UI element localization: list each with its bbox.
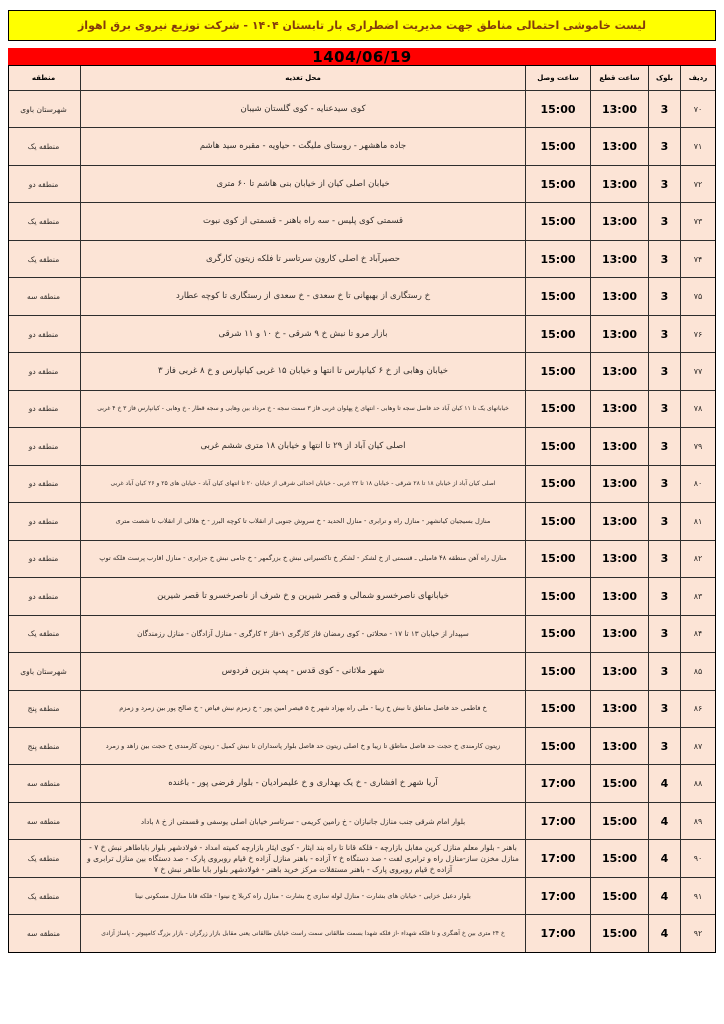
region-cell: منطقه دو bbox=[28, 367, 59, 377]
location-cell: بلوار دعبل خزایی - خیابان های بشارت - منازل لوله سازی خ بشارت - منازل راه کربلا خ نینوا - فلکه قانا منازل مسکونی نینا bbox=[80, 878, 525, 914]
location-cell: خیابان اصلی کیان از خیابان بنی هاشم تا ۶۰ متری bbox=[80, 166, 525, 202]
location-cell: قسمتی کوی پلیس - سه راه باهنر - قسمتی از کوی نبوت bbox=[80, 203, 525, 239]
region-cell: منطقه پنج bbox=[27, 741, 60, 751]
table-header-row bbox=[9, 66, 715, 91]
block-cell: 4 bbox=[648, 803, 680, 839]
connect-time-cell: 15:00 bbox=[525, 728, 590, 764]
row-number-cell: ۷۳ bbox=[680, 203, 715, 239]
block-cell: 4 bbox=[648, 915, 680, 951]
date-banner bbox=[8, 48, 716, 65]
region-cell: شهرستان باوی bbox=[20, 666, 67, 676]
block-cell: 3 bbox=[648, 353, 680, 389]
table-row bbox=[9, 616, 715, 653]
connect-time-cell: 15:00 bbox=[525, 128, 590, 164]
row-number-cell: ۹۱ bbox=[680, 878, 715, 914]
connect-time-cell: 15:00 bbox=[525, 166, 590, 202]
row-number-cell: ۸۰ bbox=[680, 466, 715, 502]
table-row bbox=[9, 316, 715, 353]
location-cell: بلوار امام شرقی جنب منازل جانبازان - خ رامین کریمی - سرتاسر خیابان اصلی یوسفی و قسمتی از خ ۸ باداد bbox=[80, 803, 525, 839]
table-row bbox=[9, 466, 715, 503]
outage-table bbox=[8, 65, 716, 953]
table-row bbox=[9, 203, 715, 240]
connect-time-cell: 15:00 bbox=[525, 578, 590, 614]
block-cell: 3 bbox=[648, 616, 680, 652]
connect-time-cell: 15:00 bbox=[525, 691, 590, 727]
table-row bbox=[9, 691, 715, 728]
region-cell: منطقه سه bbox=[27, 292, 60, 302]
cut-time-cell: 13:00 bbox=[590, 203, 648, 239]
cut-time-cell: 15:00 bbox=[590, 765, 648, 801]
location-cell: آریا شهر خ افشاری - خ یک بهداری و خ علیمرادیان - بلوار فرضی پور - باغنده bbox=[80, 765, 525, 801]
location-cell: خیابان وهابی از خ ۶ کیانپارس تا انتها و خیابان ۱۵ غربی کیانپارس و خ ۸ غربی فاز ۳ bbox=[80, 353, 525, 389]
location-cell: بازار مرو تا نبش خ ۹ شرقی - خ ۱۰ و ۱۱ شرقی bbox=[80, 316, 525, 352]
cut-time-cell: 13:00 bbox=[590, 653, 648, 689]
region-cell: منطقه یک bbox=[27, 254, 60, 264]
table-row bbox=[9, 578, 715, 615]
cut-time-cell: 13:00 bbox=[590, 728, 648, 764]
block-cell: 3 bbox=[648, 578, 680, 614]
table-row bbox=[9, 503, 715, 540]
connect-time-cell: 15:00 bbox=[525, 241, 590, 277]
row-number-cell: ۷۴ bbox=[680, 241, 715, 277]
connect-time-cell: 15:00 bbox=[525, 391, 590, 427]
location-cell: باهنر - بلوار معلم منازل کرین مقابل بازارچه - فلکه قانا تا راه بند ایثار - کوی ایثار بازارچه کمیته امداد - فولادشهر بلوار باباطاهر نبش خ ۷ - منازل مخزن ساز-منازل راه و ترابری لفت - صد دستگاه خ ۲ آزاده - باهنر منازل آزاده خ قیام روبروی پارک - صد دستگاه بین منازل ترابری و آزاده خ قیام روبروی پارک - باهنر مستقلات مرکز خرید باهنر - فولادشهر بلوار بابا طاهر نبش خ ۷ bbox=[80, 840, 525, 876]
location-cell: خیابانهای ناصرخسرو شمالی و قصر شیرین و خ شرف از ناصرخسرو تا قصر شیرین bbox=[80, 578, 525, 614]
location-cell: اصلی کیان آباد از خیابان ۱۸ تا ۲۸ شرقی - خیابان ۱۸ تا ۲۲ غربی - خیابان احدائی شرقی از خیابان ۲۰ تا انتهای کیان آباد - خیابان های ۲۵ و ۲۶ کیان آباد غربی bbox=[80, 466, 525, 502]
document-sheet bbox=[8, 10, 716, 953]
region-cell: منطقه سه bbox=[27, 816, 60, 826]
table-row bbox=[9, 653, 715, 690]
connect-time-cell: 15:00 bbox=[525, 203, 590, 239]
row-number-cell: ۸۲ bbox=[680, 541, 715, 577]
table-body bbox=[9, 91, 715, 952]
region-cell: منطقه یک bbox=[27, 217, 60, 227]
document-title: لیست خاموشی احتمالی مناطق جهت مدیریت اضطراری بار تابستان ۱۴۰۴ - شرکت توزیع نیروی برق اهواز bbox=[77, 19, 647, 32]
table-row bbox=[9, 91, 715, 128]
header-block: بلوک bbox=[648, 66, 680, 90]
block-cell: 3 bbox=[648, 203, 680, 239]
connect-time-cell: 15:00 bbox=[525, 466, 590, 502]
header-cut-time: ساعت قطع bbox=[590, 66, 648, 90]
table-row bbox=[9, 428, 715, 465]
location-cell: زیتون کارمندی خ حجت حد فاصل مناطق تا زیبا و خ اصلی زیتون حد فاصل بلوار پاسداران تا نبش کمیل - زیتون کارمندی خ حجت بین زاهد و زمرد bbox=[80, 728, 525, 764]
cut-time-cell: 13:00 bbox=[590, 91, 648, 127]
connect-time-cell: 15:00 bbox=[525, 278, 590, 314]
row-number-cell: ۸۶ bbox=[680, 691, 715, 727]
region-cell: منطقه یک bbox=[27, 142, 60, 152]
row-number-cell: ۸۴ bbox=[680, 616, 715, 652]
location-cell: سپیدار از خیابان ۱۳ تا ۱۷ - محلاتی - کوی رمضان فاز کارگری ۱-فاز ۲ کارگری - منازل آزادگان - منازل رزمندگان bbox=[80, 616, 525, 652]
row-number-cell: ۸۵ bbox=[680, 653, 715, 689]
region-cell: منطقه پنج bbox=[27, 704, 60, 714]
cut-time-cell: 13:00 bbox=[590, 691, 648, 727]
connect-time-cell: 15:00 bbox=[525, 653, 590, 689]
connect-time-cell: 17:00 bbox=[525, 915, 590, 951]
table-row bbox=[9, 278, 715, 315]
block-cell: 3 bbox=[648, 691, 680, 727]
connect-time-cell: 15:00 bbox=[525, 316, 590, 352]
block-cell: 3 bbox=[648, 541, 680, 577]
block-cell: 3 bbox=[648, 241, 680, 277]
cut-time-cell: 15:00 bbox=[590, 840, 648, 876]
block-cell: 3 bbox=[648, 316, 680, 352]
table-row bbox=[9, 765, 715, 802]
block-cell: 4 bbox=[648, 840, 680, 876]
connect-time-cell: 15:00 bbox=[525, 91, 590, 127]
table-row bbox=[9, 728, 715, 765]
table-row bbox=[9, 391, 715, 428]
block-cell: 4 bbox=[648, 878, 680, 914]
header-location: محل تغذیه bbox=[80, 66, 525, 90]
region-cell: منطقه دو bbox=[28, 591, 59, 601]
block-cell: 3 bbox=[648, 653, 680, 689]
cut-time-cell: 13:00 bbox=[590, 166, 648, 202]
region-cell: منطقه دو bbox=[28, 329, 59, 339]
header-connect-time: ساعت وصل bbox=[525, 66, 590, 90]
table-row bbox=[9, 915, 715, 951]
location-cell: خ ۲۴ متری بین خ آهنگری و تا فلکه شهداء -از فلکه شهدا بسمت طالقانی سمت راست خیابان طالقانی یعنی مقابل بازار زرگران - بازار بزرگ کامپیوتر - پاساژ آزادی bbox=[80, 915, 525, 951]
cut-time-cell: 13:00 bbox=[590, 128, 648, 164]
table-row bbox=[9, 840, 715, 877]
region-cell: منطقه یک bbox=[27, 891, 60, 901]
region-cell: منطقه دو bbox=[28, 554, 59, 564]
cut-time-cell: 13:00 bbox=[590, 616, 648, 652]
row-number-cell: ۷۰ bbox=[680, 91, 715, 127]
row-number-cell: ۷۹ bbox=[680, 428, 715, 464]
header-row-number: ردیف bbox=[680, 66, 715, 90]
connect-time-cell: 17:00 bbox=[525, 803, 590, 839]
cut-time-cell: 13:00 bbox=[590, 578, 648, 614]
cut-time-cell: 13:00 bbox=[590, 353, 648, 389]
cut-time-cell: 15:00 bbox=[590, 915, 648, 951]
row-number-cell: ۹۰ bbox=[680, 840, 715, 876]
region-cell: منطقه سه bbox=[27, 929, 60, 939]
region-cell: منطقه دو bbox=[28, 479, 59, 489]
region-cell: منطقه دو bbox=[28, 516, 59, 526]
document-title-bar bbox=[8, 10, 716, 41]
row-number-cell: ۷۵ bbox=[680, 278, 715, 314]
region-cell: شهرستان باوی bbox=[20, 104, 67, 114]
connect-time-cell: 15:00 bbox=[525, 616, 590, 652]
location-cell: منازل بسیجیان کیانشهر - منازل راه و ترابری - منازل الحدید - خ سروش جنوبی از انقلاب تا کوچه البرز - خ هلالی از انقلاب تا شصت متری bbox=[80, 503, 525, 539]
location-cell: جاده ماهشهر - روستای ملیگت - حیاویه - مقبره سید هاشم bbox=[80, 128, 525, 164]
connect-time-cell: 15:00 bbox=[525, 353, 590, 389]
cut-time-cell: 13:00 bbox=[590, 541, 648, 577]
block-cell: 3 bbox=[648, 428, 680, 464]
location-cell: شهر ملاثانی - کوی قدس - پمپ بنزین فردوس bbox=[80, 653, 525, 689]
location-cell: اصلی کیان آباد از ۲۹ تا انتها و خیابان ۱۸ متری ششم غربی bbox=[80, 428, 525, 464]
cut-time-cell: 13:00 bbox=[590, 428, 648, 464]
block-cell: 3 bbox=[648, 278, 680, 314]
cut-time-cell: 13:00 bbox=[590, 316, 648, 352]
region-cell: منطقه دو bbox=[28, 404, 59, 414]
row-number-cell: ۸۳ bbox=[680, 578, 715, 614]
connect-time-cell: 15:00 bbox=[525, 503, 590, 539]
location-cell: منازل راه آهن منطقه ۴۸ فامیلی ـ قسمتی از خ لشکر - لشکر خ تاکسیرانی نبش خ بزرگمهر - خ جامی نبش خ جزایری - منازل اقارب پرست فلکه توپ bbox=[80, 541, 525, 577]
location-cell: کوی سیدعنایه - کوی گلستان شیبان bbox=[80, 91, 525, 127]
block-cell: 4 bbox=[648, 765, 680, 801]
table-row bbox=[9, 241, 715, 278]
region-cell: منطقه سه bbox=[27, 779, 60, 789]
row-number-cell: ۷۸ bbox=[680, 391, 715, 427]
block-cell: 3 bbox=[648, 466, 680, 502]
row-number-cell: ۸۷ bbox=[680, 728, 715, 764]
location-cell: خ رستگاری از بهبهانی تا خ سعدی - خ سعدی از رستگاری تا کوچه عطارد bbox=[80, 278, 525, 314]
table-row bbox=[9, 353, 715, 390]
block-cell: 3 bbox=[648, 91, 680, 127]
cut-time-cell: 13:00 bbox=[590, 241, 648, 277]
cut-time-cell: 15:00 bbox=[590, 803, 648, 839]
connect-time-cell: 17:00 bbox=[525, 765, 590, 801]
row-number-cell: ۸۹ bbox=[680, 803, 715, 839]
block-cell: 3 bbox=[648, 503, 680, 539]
cut-time-cell: 13:00 bbox=[590, 278, 648, 314]
row-number-cell: ۸۱ bbox=[680, 503, 715, 539]
cut-time-cell: 13:00 bbox=[590, 391, 648, 427]
location-cell: خیابانهای یک تا ۱۱ کیان آباد حد فاصل سجه تا وهابی - انتهای خ پهلوان غربی فاز ۳ سمت سجه - خ مرداد بین وهابی و سجه قطار - خ وهابی - کیانپارس فاز ۳ خ ۴ غربی bbox=[80, 391, 525, 427]
location-cell: خ فاطمی حد فاصل مناطق تا نبش خ زیبا - ملی راه بهزاد شهر خ ۵ قیصر امین پور - خ زمزم نبش فیاض - خ صالح پور بین زمرد و زمزم bbox=[80, 691, 525, 727]
cut-time-cell: 13:00 bbox=[590, 466, 648, 502]
table-row bbox=[9, 128, 715, 165]
table-row bbox=[9, 878, 715, 915]
row-number-cell: ۷۲ bbox=[680, 166, 715, 202]
table-row bbox=[9, 541, 715, 578]
cut-time-cell: 15:00 bbox=[590, 878, 648, 914]
connect-time-cell: 17:00 bbox=[525, 878, 590, 914]
row-number-cell: ۷۷ bbox=[680, 353, 715, 389]
row-number-cell: ۷۶ bbox=[680, 316, 715, 352]
date-value: 1404/06/19 bbox=[312, 47, 412, 66]
location-cell: حصیرآباد خ اصلی کارون سرتاسر تا فلکه زیتون کارگری bbox=[80, 241, 525, 277]
connect-time-cell: 17:00 bbox=[525, 840, 590, 876]
region-cell: منطقه دو bbox=[28, 441, 59, 451]
table-row bbox=[9, 166, 715, 203]
row-number-cell: ۷۱ bbox=[680, 128, 715, 164]
block-cell: 3 bbox=[648, 128, 680, 164]
row-number-cell: ۹۲ bbox=[680, 915, 715, 951]
row-number-cell: ۸۸ bbox=[680, 765, 715, 801]
region-cell: منطقه دو bbox=[28, 179, 59, 189]
cut-time-cell: 13:00 bbox=[590, 503, 648, 539]
header-region: منطقه bbox=[31, 74, 56, 82]
block-cell: 3 bbox=[648, 728, 680, 764]
connect-time-cell: 15:00 bbox=[525, 541, 590, 577]
region-cell: منطقه یک bbox=[27, 854, 60, 864]
block-cell: 3 bbox=[648, 166, 680, 202]
block-cell: 3 bbox=[648, 391, 680, 427]
region-cell: منطقه یک bbox=[27, 629, 60, 639]
table-row bbox=[9, 803, 715, 840]
connect-time-cell: 15:00 bbox=[525, 428, 590, 464]
